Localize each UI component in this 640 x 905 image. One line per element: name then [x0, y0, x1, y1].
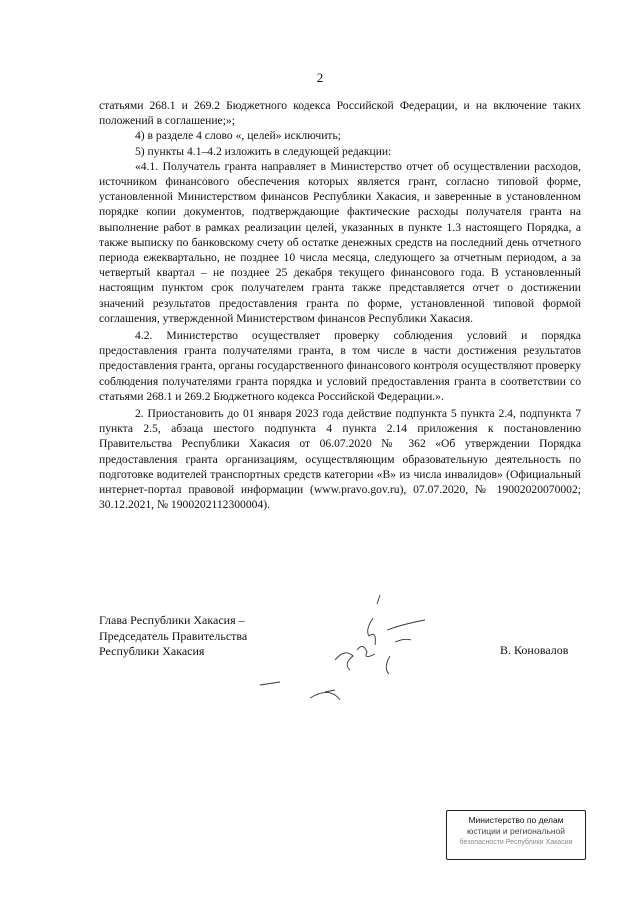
body-paragraph: 4.2. Министерство осуществляет проверку соблюдения условий и порядка предоставления гранта получателями гранта, в том числе в части достижения результатов предоставления гранта, органы государственного финансового контроля осуществляют проверку соблюдения получателями гранта порядка и условий предоставления гранта в соответствии со статьями 268.1 и 269.2 Бюджетного кодекса Российской Федерации.». — [99, 329, 581, 403]
stamp-line: Министерство по делам — [468, 815, 564, 825]
signatory-position — [99, 613, 247, 660]
body-paragraph: 4) в разделе 4 слово «, целей» исключить; — [135, 129, 342, 143]
stamp-line: безопасности Республики Хакасия — [459, 839, 573, 846]
registration-stamp — [446, 810, 586, 860]
position-line: Республики Хакасия — [99, 644, 205, 658]
body-paragraph: статьями 268.1 и 269.2 Бюджетного кодекса Российской Федерации, и на включение таких положений в соглашение;»; — [99, 99, 581, 128]
position-line: Председатель Правительства — [99, 628, 248, 643]
handwritten-signature — [255, 590, 455, 710]
document-body — [99, 98, 581, 512]
signatory-name: В. Коновалов — [500, 643, 569, 657]
body-paragraph: «4.1. Получатель гранта направляет в Министерство отчет об осуществлении расходов, источником финансового обеспечения которых является грант, согласно типовой форме, установленной Министерством финансов Республики Хакасия, и заверенные в установленном порядке копии документов, подтверждающие фактические расходы получателя гранта на выполнение работ в рамках реализации целей, указанных в пункте 1.3 настоящего Порядка, а также выписку по банковскому счету об остатке денежных средств на последний день отчетного периода ежеквартально, не позднее 10 числа месяца, следующего за отчетным периодом, а за четвертый квартал – не позднее 25 декабря текущего финансового года. В установленный настоящим пунктом срок получателем гранта также представляется отчет о достижении значений результатов предоставления гранта по форме, установленной типовой формой соглашения, утвержденной Министерством финансов Республики Хакасия. — [99, 159, 581, 325]
page-number: 2 — [316, 70, 324, 85]
body-paragraph: 2. Приостановить до 01 января 2023 года действие подпункта 5 пункта 2.4, подпункта 7 пункта 2.5, абзаца шестого подпункта 4 пункта 2.14 приложения к постановлению Правительства Республики Хакасия от 06.07.2020 № 362 «Об утверждении Порядка предоставления гранта организациям, осуществляющим образовательную деятельность по подготовке водителей транспортных средств категории «В» из числа инвалидов» (Официальный интернет-портал правовой информации (www.pravo.gov.ru), 07.07.2020, № 19002020070002; 30.12.2021, № 1900202112300004). — [99, 407, 581, 512]
body-paragraph: 5) пункты 4.1–4.2 изложить в следующей редакции: — [135, 144, 392, 158]
position-line: Глава Республики Хакасия – — [99, 613, 245, 627]
stamp-line: юстиции и региональной — [466, 826, 566, 836]
